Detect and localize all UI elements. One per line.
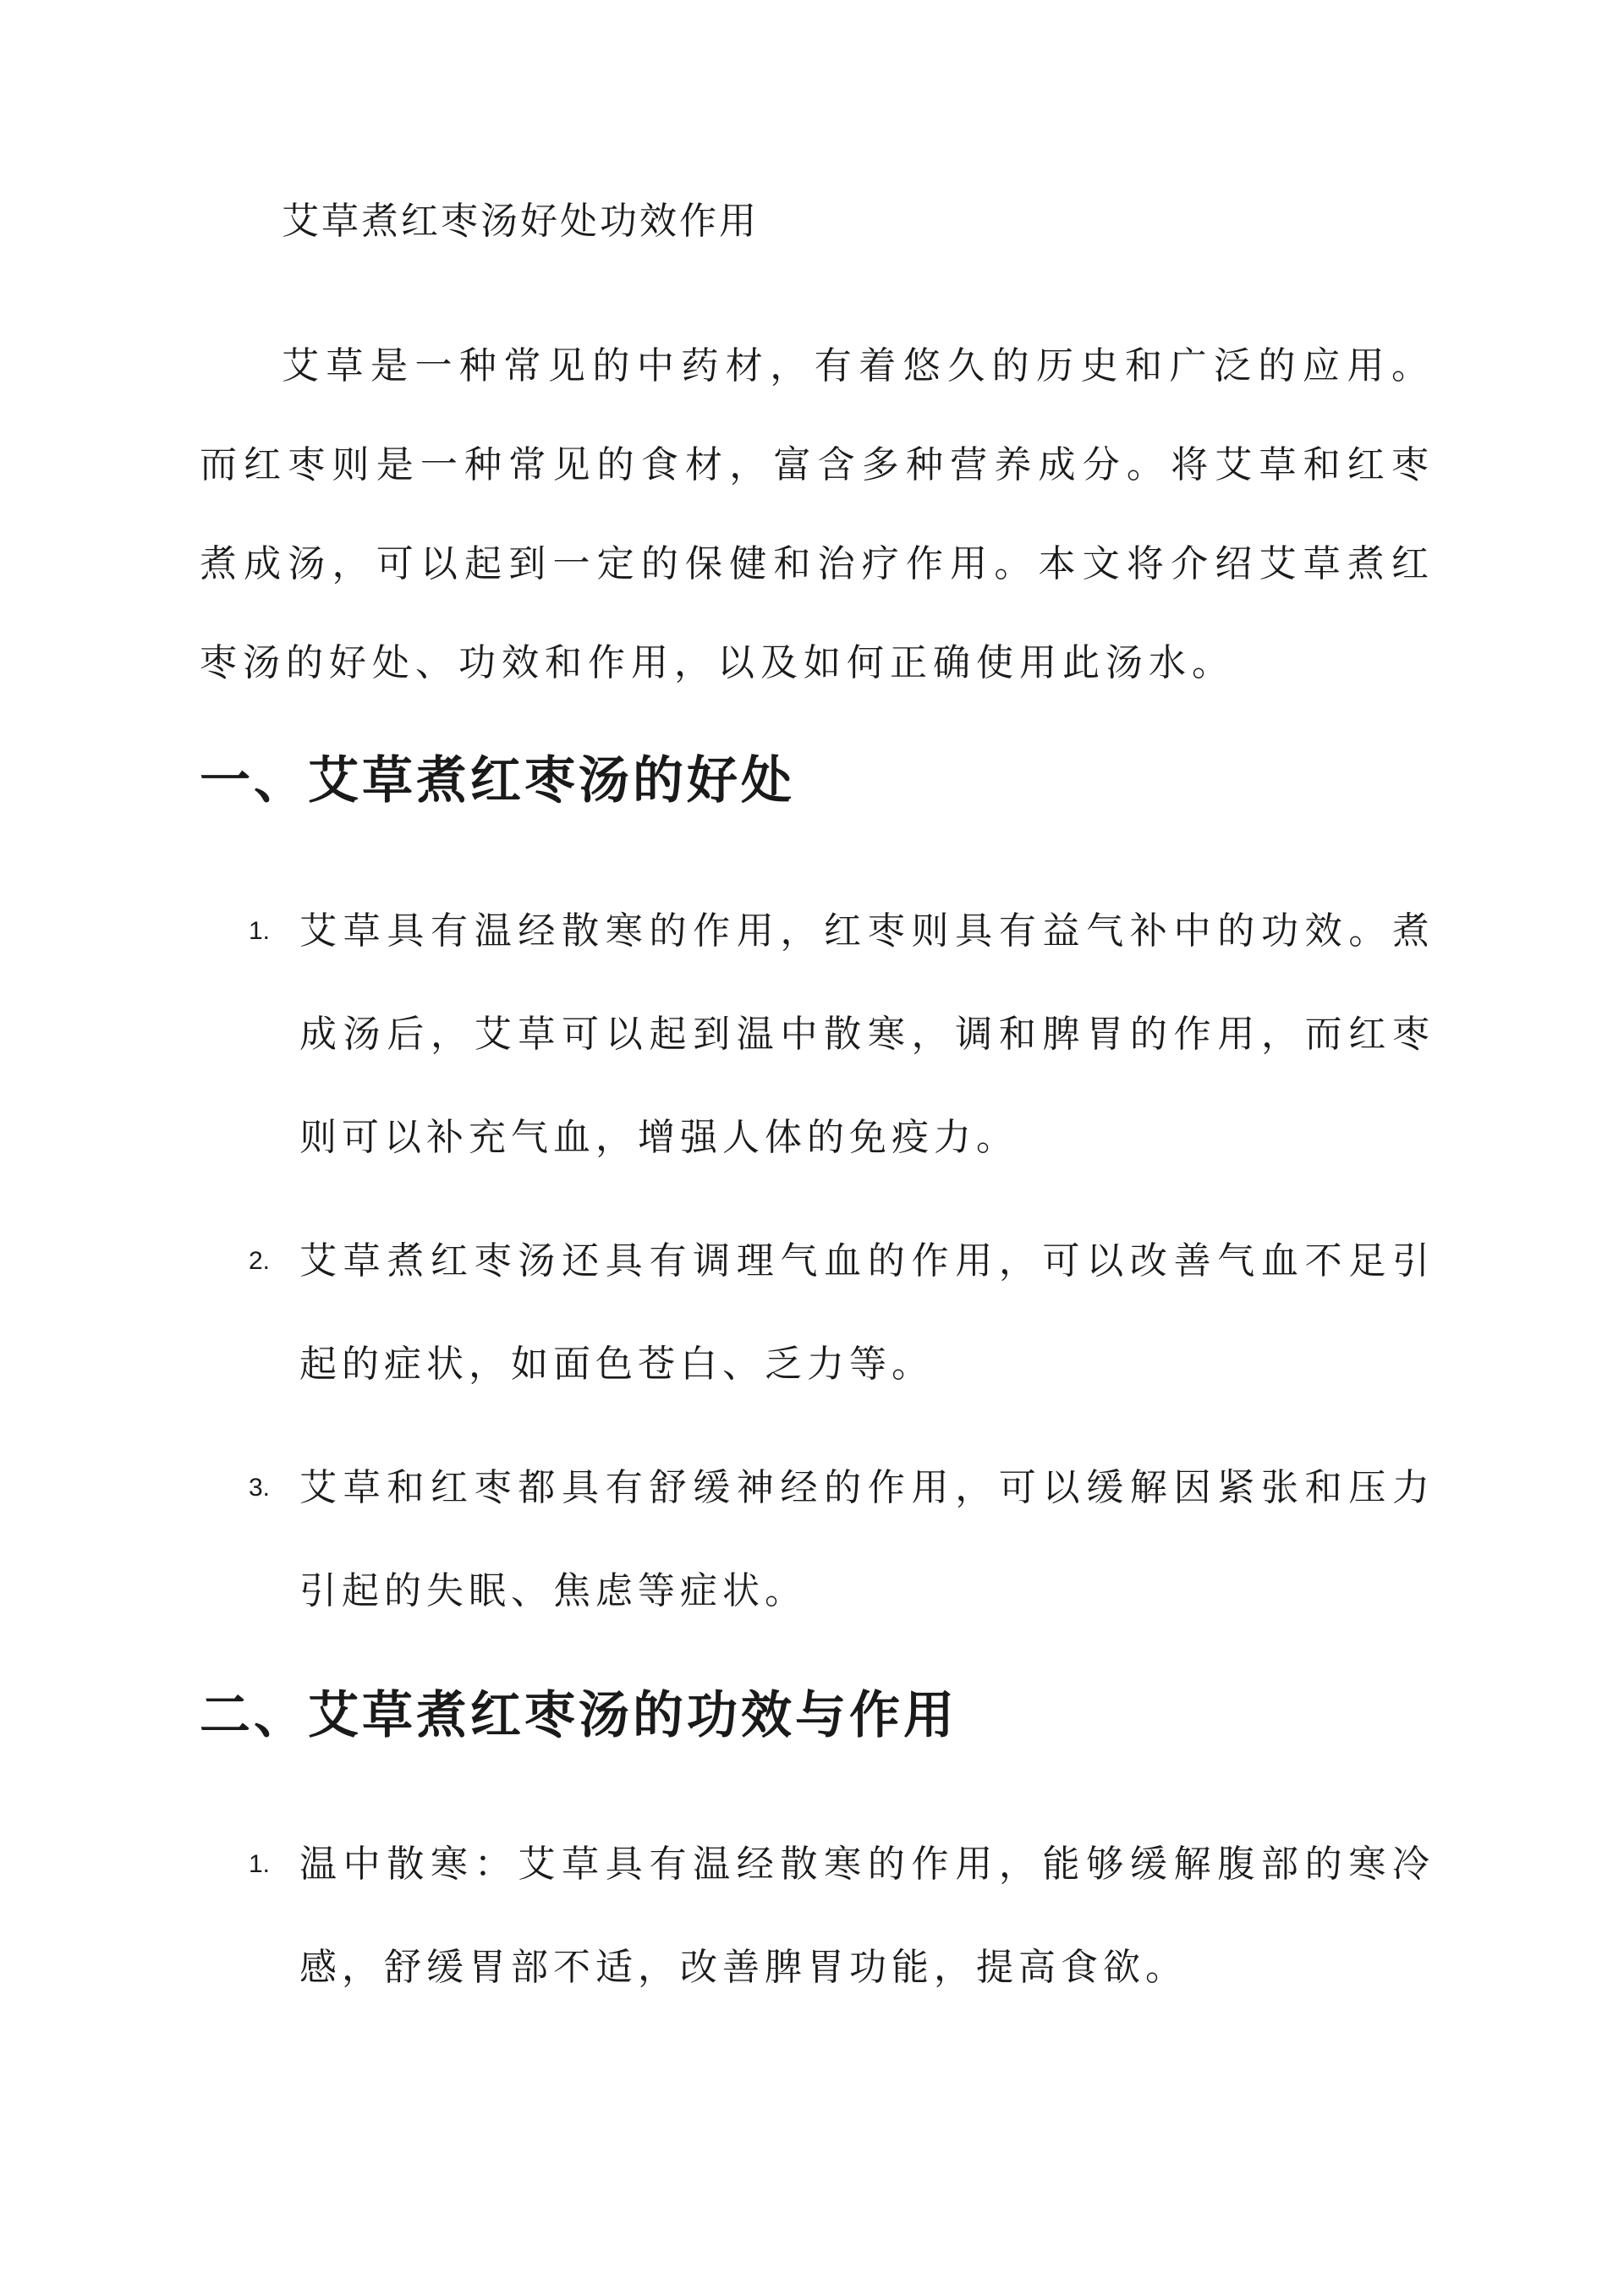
list-item-text: 艾草煮红枣汤还具有调理气血的作用，可以改善气血不足引起的症状，如面色苍白、乏力等。 bbox=[299, 1239, 1435, 1386]
benefits-list bbox=[200, 880, 1435, 1643]
list-item-number: 2. bbox=[249, 1247, 271, 1275]
list-item bbox=[200, 1436, 1435, 1643]
list-item-number: 1. bbox=[249, 1850, 271, 1878]
section-heading-benefits: 一、艾草煮红枣汤的好处 bbox=[200, 751, 795, 810]
effects-list bbox=[200, 1813, 1435, 2019]
list-item-text: 温中散寒：艾草具有温经散寒的作用，能够缓解腹部的寒冷感，舒缓胃部不适，改善脾胃功能，提高食欲。 bbox=[299, 1843, 1435, 1989]
list-item bbox=[200, 880, 1435, 1189]
list-item-text: 艾草和红枣都具有舒缓神经的作用，可以缓解因紧张和压力引起的失眠、焦虑等症状。 bbox=[299, 1466, 1435, 1612]
list-item-number: 1. bbox=[249, 917, 271, 945]
section-heading-effects: 二、艾草煮红枣汤的功效与作用 bbox=[200, 1686, 957, 1745]
list-item-number: 3. bbox=[249, 1474, 271, 1502]
list-item-text: 艾草具有温经散寒的作用，红枣则具有益气补中的功效。煮成汤后，艾草可以起到温中散寒，调和脾胃的作用，而红枣则可以补充气血，增强人体的免疫力。 bbox=[299, 909, 1435, 1159]
document-title: 艾草煮红枣汤好处功效作用 bbox=[282, 200, 759, 243]
list-item bbox=[200, 1210, 1435, 1416]
intro-paragraph: 艾草是一种常见的中药材，有着悠久的历史和广泛的应用。而红枣则是一种常见的食材，富含多种营养成分。将艾草和红枣煮成汤，可以起到一定的保健和治疗作用。本文将介绍艾草煮红枣汤的好处、功效和作用，以及如何正确使用此汤水。 bbox=[200, 344, 1435, 684]
list-item bbox=[200, 1813, 1435, 2019]
